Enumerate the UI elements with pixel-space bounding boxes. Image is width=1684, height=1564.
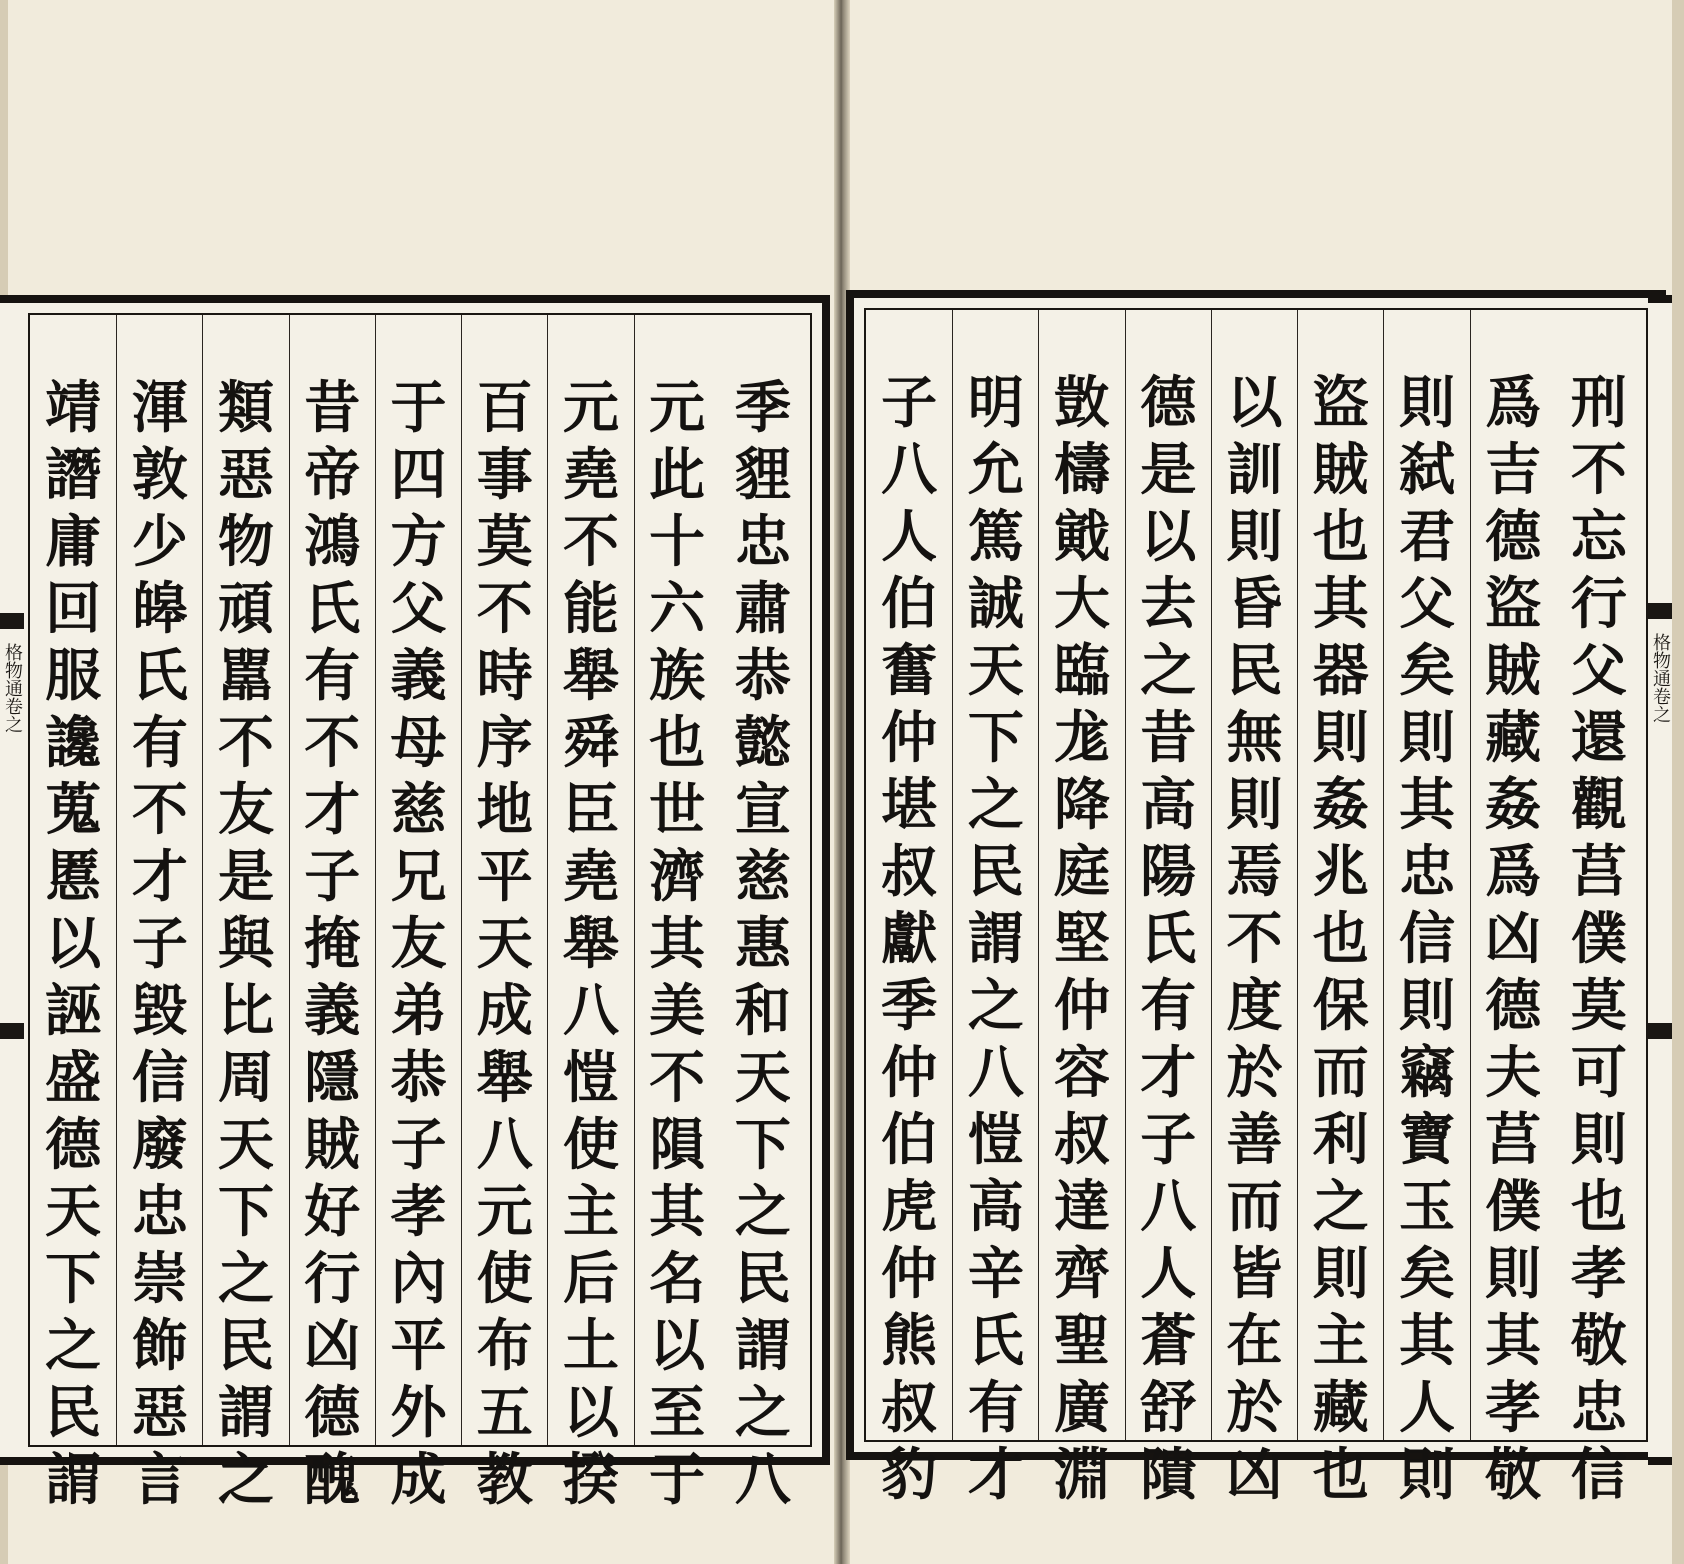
right-page-edge	[1672, 0, 1684, 1564]
left-text-grid	[28, 313, 812, 1513]
left-text-frame	[10, 295, 830, 1513]
text-column: 則 弑 君 父 矣 則 其 忠 信 則 竊 寶 玉 矣 其 人 則	[1383, 310, 1469, 1440]
right-fold-margin	[1648, 295, 1672, 1465]
right-text-grid	[864, 308, 1648, 1508]
text-column: 明 允 篤 誠 天 下 之 民 謂 之 八 愷 高 辛 氏 有 才	[952, 310, 1038, 1440]
text-column: 類 惡 物 頑 嚚 不 友 是 與 比 周 天 下 之 民 謂 之	[202, 315, 288, 1445]
text-column: 爲 吉 德 盜 賊 藏 姦 爲 凶 德 夫 莒 僕 則 其 孝 敬	[1470, 310, 1556, 1440]
text-column: 于 四 方 父 義 母 慈 兄 友 弟 恭 子 孝 內 平 外 成	[375, 315, 461, 1445]
text-column: 子 八 人 伯 奮 仲 堪 叔 獻 季 仲 伯 虎 仲 熊 叔 豹	[881, 370, 938, 1508]
text-column: 以 訓 則 昏 民 無 則 焉 不 度 於 善 而 皆 在 於 凶	[1211, 310, 1297, 1440]
fishtail-mark	[0, 613, 24, 629]
text-column: 德 是 以 去 之 昔 高 陽 氏 有 才 子 八 人 蒼 舒 隤	[1125, 310, 1211, 1440]
text-column: 渾 敦 少 皞 氏 有 不 才 子 毀 信 廢 忠 崇 飾 惡 言	[116, 315, 202, 1445]
text-column: 元 此 十 六 族 也 世 濟 其 美 不 隕 其 名 以 至 于	[634, 315, 720, 1445]
text-column: 靖 譖 庸 回 服 讒 蒐 慝 以 誣 盛 德 天 下 之 民 謂	[45, 375, 102, 1513]
text-column: 昔 帝 鴻 氏 有 不 才 子 掩 義 隱 賊 好 行 凶 德 醜	[289, 315, 375, 1445]
text-column: 季 貍 忠 肅 恭 懿 宣 慈 惠 和 天 下 之 民 謂 之 八	[734, 375, 791, 1513]
text-column: 敳 檮 戭 大 臨 尨 降 庭 堅 仲 容 叔 達 齊 聖 廣 淵	[1038, 310, 1124, 1440]
fishtail-mark	[0, 1023, 24, 1039]
right-fold-title: 格物通卷之	[1650, 633, 1671, 723]
text-column: 元 堯 不 能 舉 舜 臣 堯 舉 八 愷 使 主 后 土 以 揆	[547, 315, 633, 1445]
text-column: 盜 賊 也 其 器 則 姦 兆 也 保 而 利 之 則 主 藏 也	[1297, 310, 1383, 1440]
fishtail-mark	[1648, 603, 1672, 619]
right-text-frame	[846, 290, 1666, 1508]
fishtail-mark	[1648, 1023, 1672, 1039]
left-fold-title: 格物通卷之	[2, 643, 23, 733]
text-column: 百 事 莫 不 時 序 地 平 天 成 舉 八 元 使 布 五 教	[461, 315, 547, 1445]
text-column: 刑 不 忘 行 父 還 觀 莒 僕 莫 可 則 也 孝 敬 忠 信	[1570, 370, 1627, 1508]
left-fold-margin	[0, 295, 24, 1465]
